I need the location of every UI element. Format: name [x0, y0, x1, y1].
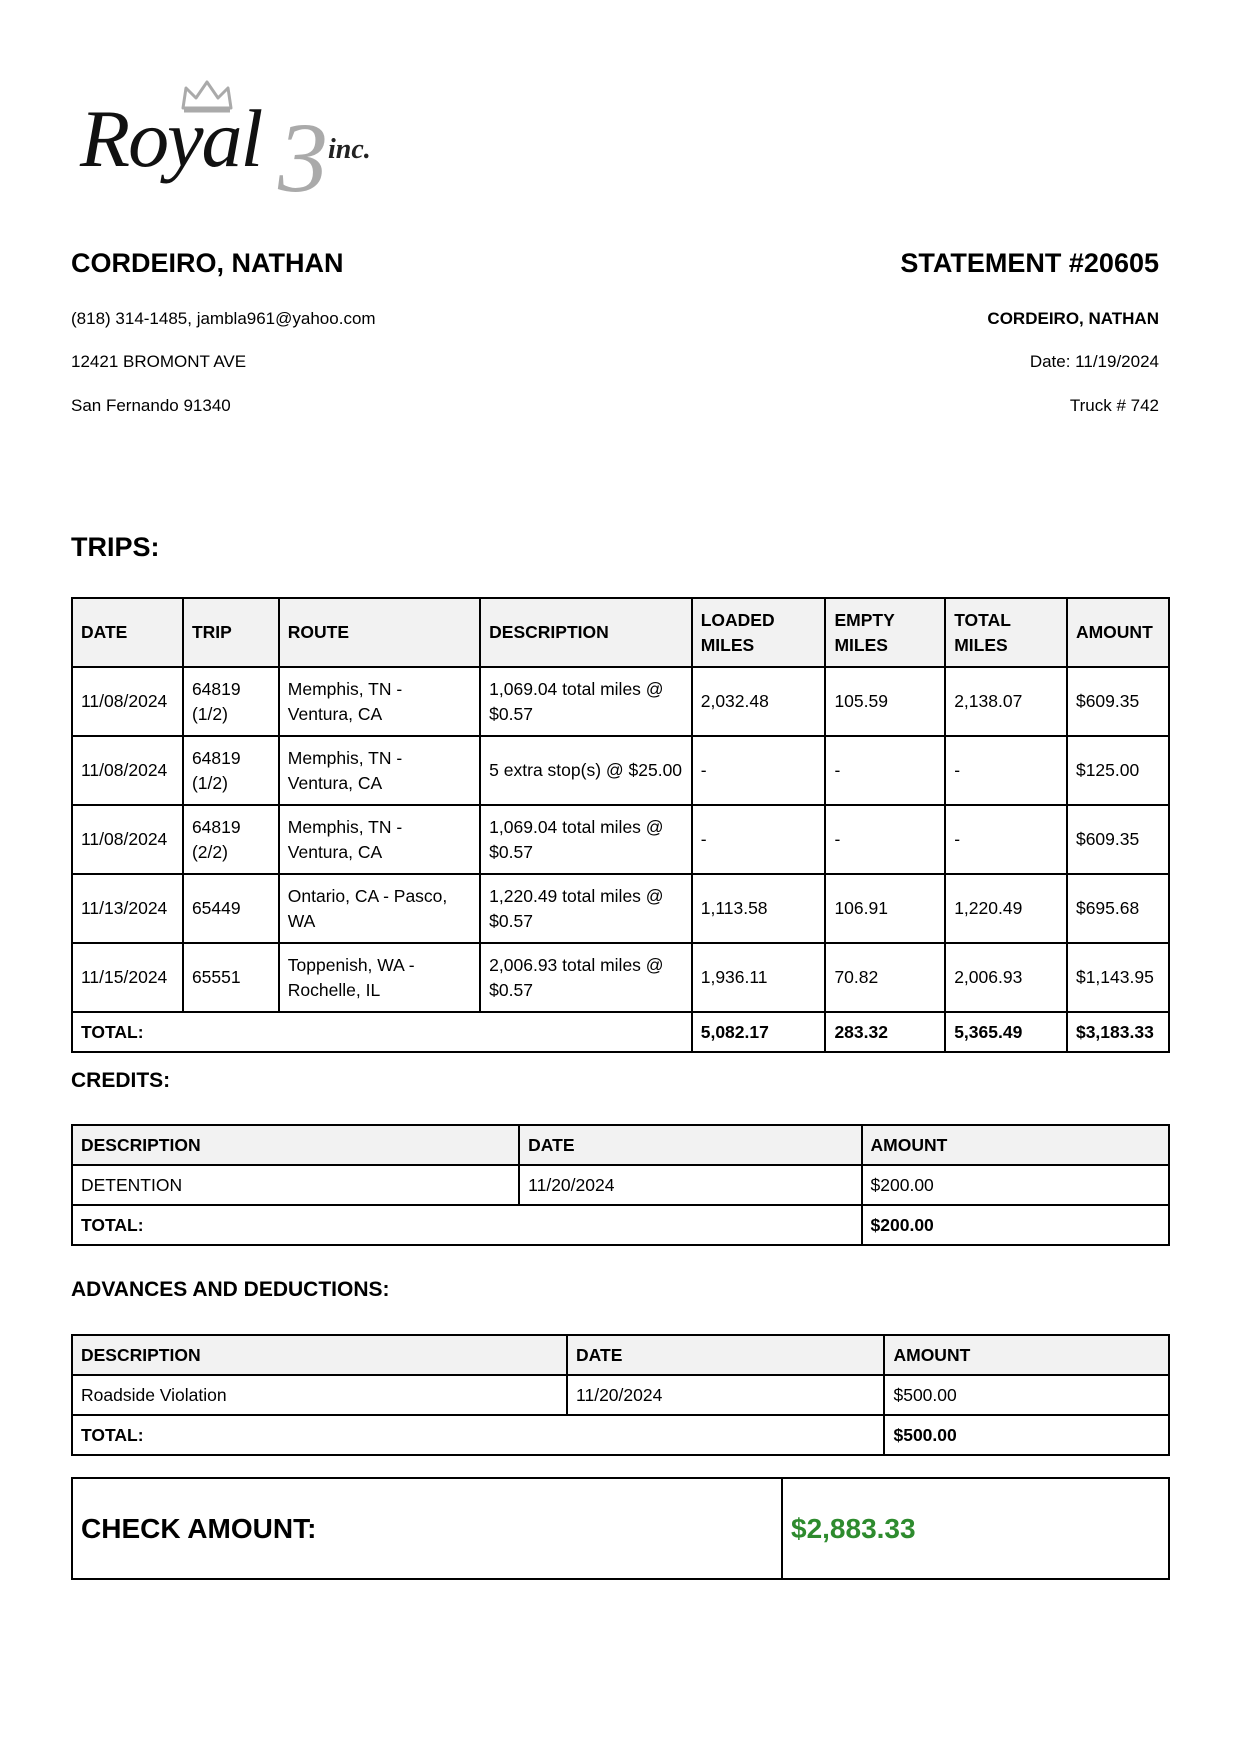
trip-amount: $1,143.95: [1067, 943, 1169, 1012]
column-header: EMPTY MILES: [825, 598, 945, 667]
statement-truck: Truck # 742: [1069, 396, 1159, 415]
trip-amount: $609.35: [1067, 805, 1169, 874]
credits-total-amount: $200.00: [862, 1205, 1169, 1245]
column-header: ROUTE: [279, 598, 480, 667]
trip-total-miles: -: [945, 805, 1067, 874]
trip-empty-miles: 70.82: [825, 943, 945, 1012]
table-header-row: [72, 1125, 1169, 1165]
credit-date: 11/20/2024: [519, 1165, 861, 1205]
logo-suffix: inc.: [328, 134, 371, 165]
total-total-miles: 5,365.49: [945, 1012, 1067, 1052]
advances-total-row: [72, 1415, 1169, 1455]
column-header: AMOUNT: [1067, 598, 1169, 667]
credits-table: [71, 1124, 1170, 1246]
trip-number: 64819 (1/2): [183, 667, 279, 736]
credit-amount: $200.00: [862, 1165, 1169, 1205]
table-row: [72, 805, 1169, 874]
total-empty-miles: 283.32: [825, 1012, 945, 1052]
column-header: LOADED MILES: [692, 598, 826, 667]
trip-loaded-miles: 1,936.11: [692, 943, 826, 1012]
column-header: TOTAL MILES: [945, 598, 1067, 667]
statement-name: CORDEIRO, NATHAN: [987, 309, 1159, 328]
trip-total-miles: 2,006.93: [945, 943, 1067, 1012]
trip-empty-miles: 106.91: [825, 874, 945, 943]
table-header-row: [72, 598, 1169, 667]
trip-amount: $125.00: [1067, 736, 1169, 805]
trip-empty-miles: 105.59: [825, 667, 945, 736]
advances-heading: ADVANCES AND DEDUCTIONS:: [71, 1278, 390, 1301]
trip-loaded-miles: 1,113.58: [692, 874, 826, 943]
trip-date: 11/08/2024: [72, 667, 183, 736]
table-row: [72, 943, 1169, 1012]
trip-loaded-miles: -: [692, 805, 826, 874]
trip-total-miles: -: [945, 736, 1067, 805]
trip-total-miles: 2,138.07: [945, 667, 1067, 736]
trip-date: 11/08/2024: [72, 805, 183, 874]
trip-empty-miles: -: [825, 736, 945, 805]
statement-date: Date: 11/19/2024: [1029, 352, 1159, 371]
column-header: TRIP: [183, 598, 279, 667]
trip-loaded-miles: -: [692, 736, 826, 805]
column-header: DATE: [72, 598, 183, 667]
total-label: TOTAL:: [72, 1012, 692, 1052]
trip-amount: $609.35: [1067, 667, 1169, 736]
check-amount-box: [71, 1477, 1170, 1580]
trip-route: Memphis, TN - Ventura, CA: [279, 805, 480, 874]
logo-wordmark: Royal: [80, 93, 262, 184]
check-amount-value: $2,883.33: [791, 1512, 916, 1544]
column-header: DESCRIPTION: [72, 1125, 519, 1165]
trip-route: Memphis, TN - Ventura, CA: [279, 736, 480, 805]
recipient-name: CORDEIRO, NATHAN: [71, 248, 344, 278]
trip-description: 1,220.49 total miles @ $0.57: [480, 874, 692, 943]
trip-description: 1,069.04 total miles @ $0.57: [480, 667, 692, 736]
statement-title: STATEMENT #20605: [900, 248, 1159, 278]
trips-total-row: [72, 1012, 1169, 1052]
trip-total-miles: 1,220.49: [945, 874, 1067, 943]
credits-heading: CREDITS:: [71, 1069, 171, 1092]
recipient-address-line1: 12421 BROMONT AVE: [71, 352, 247, 371]
table-header-row: [72, 1335, 1169, 1375]
deduction-description: Roadside Violation: [72, 1375, 567, 1415]
trip-number: 65449: [183, 874, 279, 943]
total-label: TOTAL:: [72, 1415, 884, 1455]
recipient-contact: (818) 314-1485, jambla961@yahoo.com: [71, 309, 376, 328]
deduction-amount: $500.00: [884, 1375, 1169, 1415]
trip-route: Ontario, CA - Pasco, WA: [279, 874, 480, 943]
table-row: [72, 736, 1169, 805]
column-header: DATE: [567, 1335, 884, 1375]
advances-total-amount: $500.00: [884, 1415, 1169, 1455]
credits-total-row: [72, 1205, 1169, 1245]
table-row: [72, 1165, 1169, 1205]
trip-route: Memphis, TN - Ventura, CA: [279, 667, 480, 736]
column-header: DESCRIPTION: [72, 1335, 567, 1375]
table-row: [72, 667, 1169, 736]
credit-description: DETENTION: [72, 1165, 519, 1205]
trips-table: [71, 597, 1170, 1053]
trip-loaded-miles: 2,032.48: [692, 667, 826, 736]
trip-number: 64819 (2/2): [183, 805, 279, 874]
column-header: AMOUNT: [884, 1335, 1169, 1375]
company-logo: [78, 78, 388, 213]
logo-number: 3: [278, 102, 328, 213]
advances-table: [71, 1334, 1170, 1456]
total-amount: $3,183.33: [1067, 1012, 1169, 1052]
trip-date: 11/13/2024: [72, 874, 183, 943]
check-amount-label: CHECK AMOUNT:: [73, 1479, 783, 1578]
recipient-address-line2: San Fernando 91340: [71, 396, 231, 415]
table-row: [72, 1375, 1169, 1415]
trips-heading: TRIPS:: [71, 532, 160, 562]
trip-amount: $695.68: [1067, 874, 1169, 943]
trip-date: 11/08/2024: [72, 736, 183, 805]
column-header: DATE: [519, 1125, 861, 1165]
column-header: DESCRIPTION: [480, 598, 692, 667]
trip-description: 5 extra stop(s) @ $25.00: [480, 736, 692, 805]
trip-description: 2,006.93 total miles @ $0.57: [480, 943, 692, 1012]
total-label: TOTAL:: [72, 1205, 862, 1245]
trip-number: 65551: [183, 943, 279, 1012]
trip-route: Toppenish, WA - Rochelle, IL: [279, 943, 480, 1012]
deduction-date: 11/20/2024: [567, 1375, 884, 1415]
trip-date: 11/15/2024: [72, 943, 183, 1012]
total-loaded-miles: 5,082.17: [692, 1012, 826, 1052]
table-row: [72, 874, 1169, 943]
trip-description: 1,069.04 total miles @ $0.57: [480, 805, 692, 874]
column-header: AMOUNT: [862, 1125, 1169, 1165]
trip-empty-miles: -: [825, 805, 945, 874]
trip-number: 64819 (1/2): [183, 736, 279, 805]
